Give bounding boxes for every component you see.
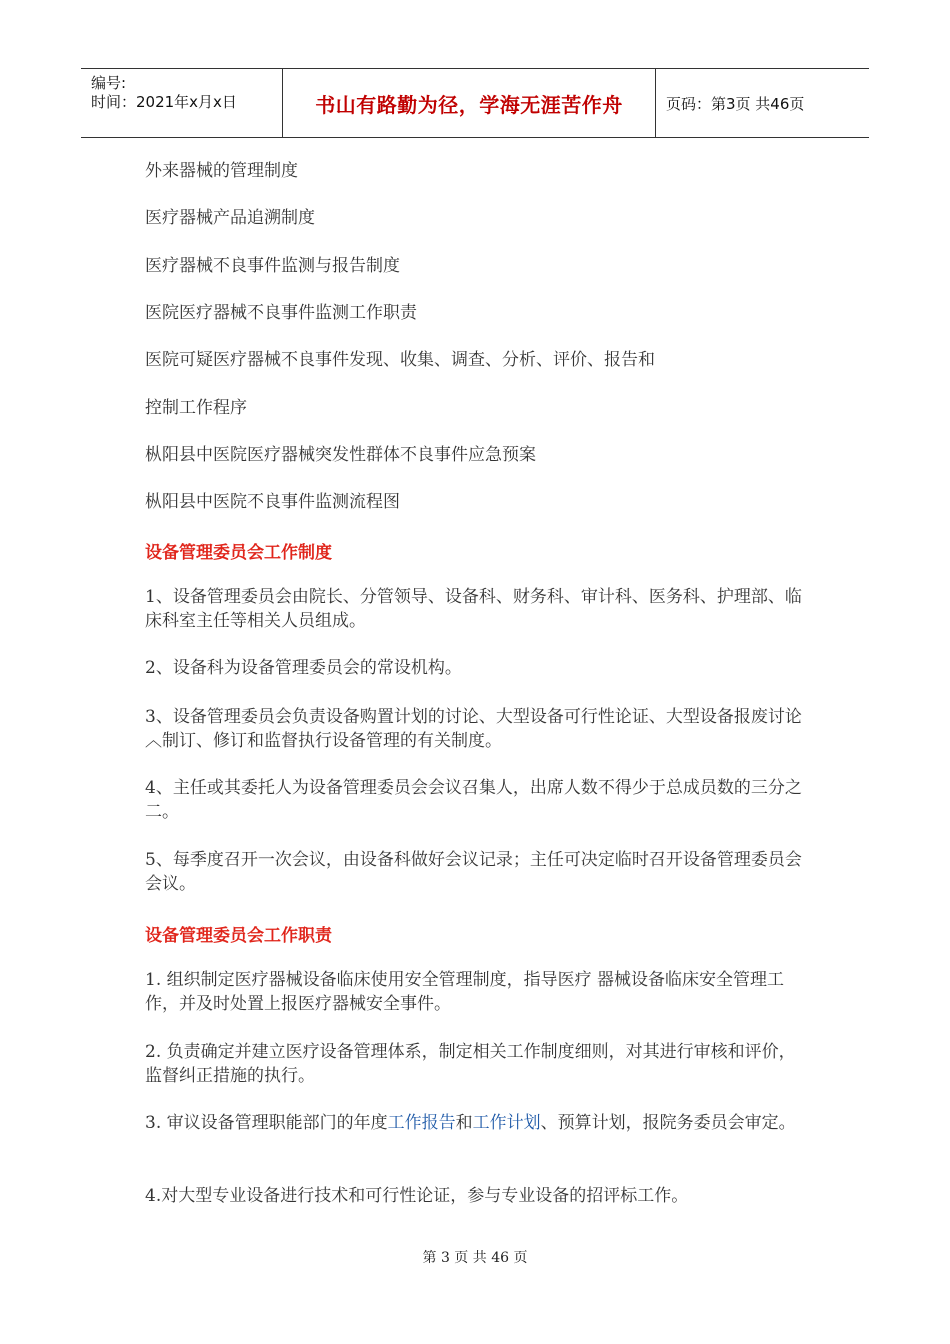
section-heading: 设备管理委员会工作制度 (145, 543, 332, 563)
section-paragraph: 1. 组织制定医疗器械设备临床使用安全管理制度，指导医疗 器械设备临床安全管理工作，并及时处置上报医疗器械安全事件。 (145, 970, 785, 1014)
item-text: 3. 审议设备管理职能部门的年度 (145, 1113, 388, 1133)
toc-item: 医疗器械产品追溯制度 (145, 208, 315, 228)
page-footer: 第 3 页 共 46 页 (422, 1250, 528, 1266)
header-page-cell (656, 69, 869, 137)
section-paragraph: 3、设备管理委员会负责设备购置计划的讨论、大型设备可行性论证、大型设备报废讨论︿制订、修订和监督执行设备管理的有关制度。 (145, 707, 802, 751)
section-paragraph (145, 1111, 810, 1135)
section-paragraph: 2、设备科为设备管理委员会的常设机构。 (145, 658, 462, 678)
item-text: 、预算计划，报院务委员会审定。 (540, 1113, 796, 1133)
header-meta (81, 69, 281, 137)
header-motto: 书山有路勤为径，学海无涯苦作舟 (315, 92, 623, 117)
header-page-code: 页码：第3页 共46页 (666, 94, 805, 113)
section-paragraph: 1、设备管理委员会由院长、分管领导、设备科、财务科、审计科、医务科、护理部、临床科室主任等相关人员组成。 (145, 587, 802, 631)
section-heading: 设备管理委员会工作职责 (145, 926, 332, 946)
work-plan-link[interactable]: 工作计划 (472, 1113, 541, 1133)
date-label: 时间：2021年x月x日 (91, 93, 237, 111)
page-header (81, 68, 869, 138)
toc-item: 枞阳县中医院医疗器械突发性群体不良事件应急预案 (145, 445, 536, 465)
toc-item: 医疗器械不良事件监测与报告制度 (145, 256, 400, 276)
item-text: 和 (455, 1113, 473, 1133)
section-paragraph: 4、主任或其委托人为设备管理委员会会议召集人，出席人数不得少于总成员数的三分之二。 (145, 778, 802, 822)
section-paragraph: 4.对大型专业设备进行技术和可行性论证，参与专业设备的招评标工作。 (145, 1186, 689, 1206)
toc-item: 医院医疗器械不良事件监测工作职责 (145, 303, 417, 323)
toc-item: 枞阳县中医院不良事件监测流程图 (145, 492, 400, 512)
toc-item: 医院可疑医疗器械不良事件发现、收集、调查、分析、评价、报告和 (145, 350, 655, 370)
header-motto-cell (282, 69, 656, 137)
work-report-link[interactable]: 工作报告 (387, 1113, 456, 1133)
serial-label: 编号: (91, 74, 127, 92)
toc-item: 控制工作程序 (145, 398, 247, 418)
section-paragraph: 2. 负责确定并建立医疗设备管理体系，制定相关工作制度细则，对其进行审核和评价，监督纠正措施的执行。 (145, 1042, 796, 1086)
toc-item: 外来器械的管理制度 (145, 161, 298, 181)
section-paragraph: 5、每季度召开一次会议，由设备科做好会议记录；主任可决定临时召开设备管理委员会会议。 (145, 850, 802, 894)
